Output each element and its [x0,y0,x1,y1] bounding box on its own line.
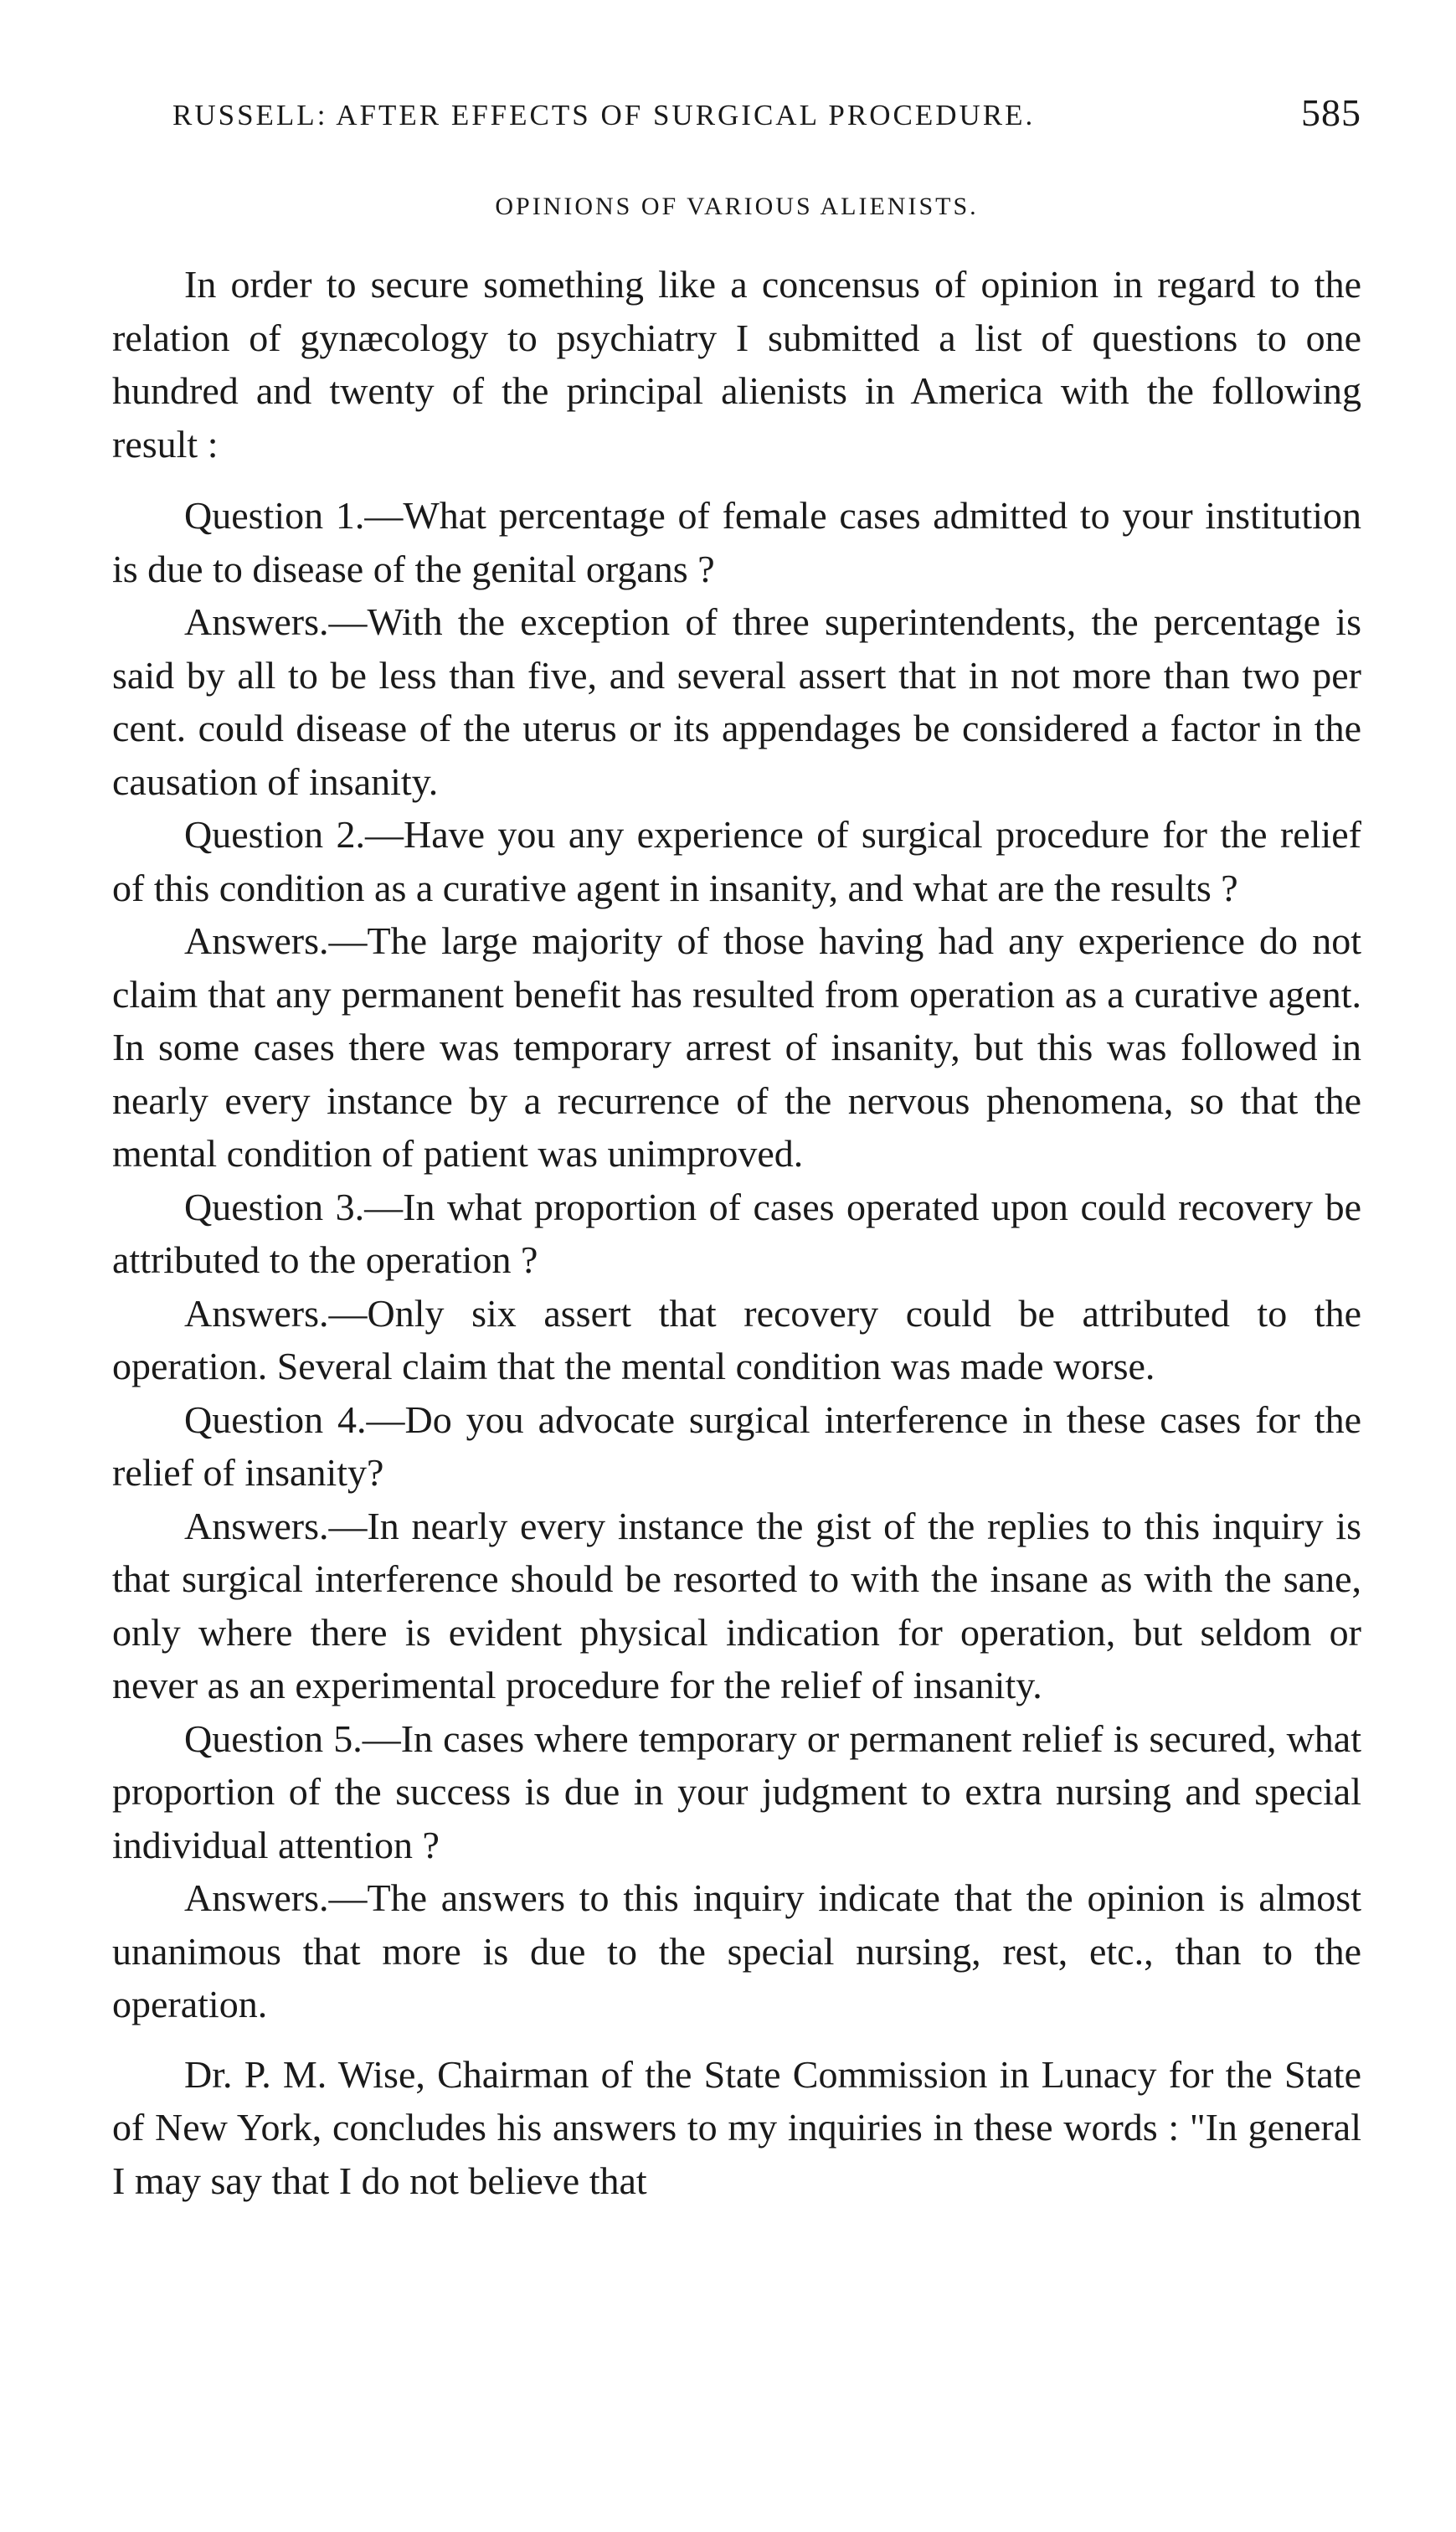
page-number: 585 [1301,91,1361,134]
running-title: RUSSELL: AFTER EFFECTS OF SURGICAL PROCEDURE. [172,99,1036,131]
intro-paragraph: In order to secure something like a concensus of opinion in regard to the relation of gynæcology to psychiatry I submitted a list of questions to one hundred and twenty of the principal alienists in America with the following result : [112,263,1361,466]
section-heading: OPINIONS OF VARIOUS ALIENISTS. [495,193,979,220]
question-2: Question 2.—Have you any experience of surgical procedure for the relief of this condition as a curative agent in insanity, and what are the results ? [112,813,1361,909]
question-1: Question 1.—What percentage of female cases admitted to your institution is due to disease of the genital organs ? [112,494,1361,590]
answer-3: Answers.—Only six assert that recovery could be attributed to the operation. Several claim that the mental condition was made worse. [112,1291,1361,1387]
page [112,90,1361,2207]
answer-5: Answers.—The answers to this inquiry indicate that the opinion is almost unanimous that more is due to the special nursing, rest, etc., than to the operation. [112,1876,1361,2025]
answer-4: Answers.—In nearly every instance the gist of the replies to this inquiry is that surgical interference should be resorted to with the insane as with the sane, only where there is evident physical indication for operation, but seldom or never as an experimental procedure for the relief of insanity. [112,1504,1361,1706]
question-3: Question 3.—In what proportion of cases operated upon could recovery be attributed to the operation ? [112,1185,1361,1281]
running-head [112,90,1361,149]
closing-paragraph: Dr. P. M. Wise, Chairman of the State Commission in Lunacy for the State of New York, concludes his answers to my inquiries in these words : "In general I may say that I do not believe that [112,2052,1361,2202]
question-answer-list [112,489,1361,2031]
question-4: Question 4.—Do you advocate surgical interference in these cases for the relief of insanity? [112,1397,1361,1494]
answer-2: Answers.—The large majority of those having had any experience do not claim that any permanent benefit has resulted from operation as a curative agent. In some cases there was temporary arrest of insanity, but this was followed in nearly every instance by a recurrence of the nervous phenomena, so that the mental condition of patient was unimproved. [112,919,1361,1175]
question-5: Question 5.—In cases where temporary or permanent relief is secured, what proportion of the success is due in your judgment to extra nursing and special individual attention ? [112,1716,1361,1866]
answer-1: Answers.—With the exception of three superintendents, the percentage is said by all to be less than five, and several assert that in not more than two per cent. could disease of the uterus or its appendages be considered a factor in the causation of insanity. [112,600,1361,803]
